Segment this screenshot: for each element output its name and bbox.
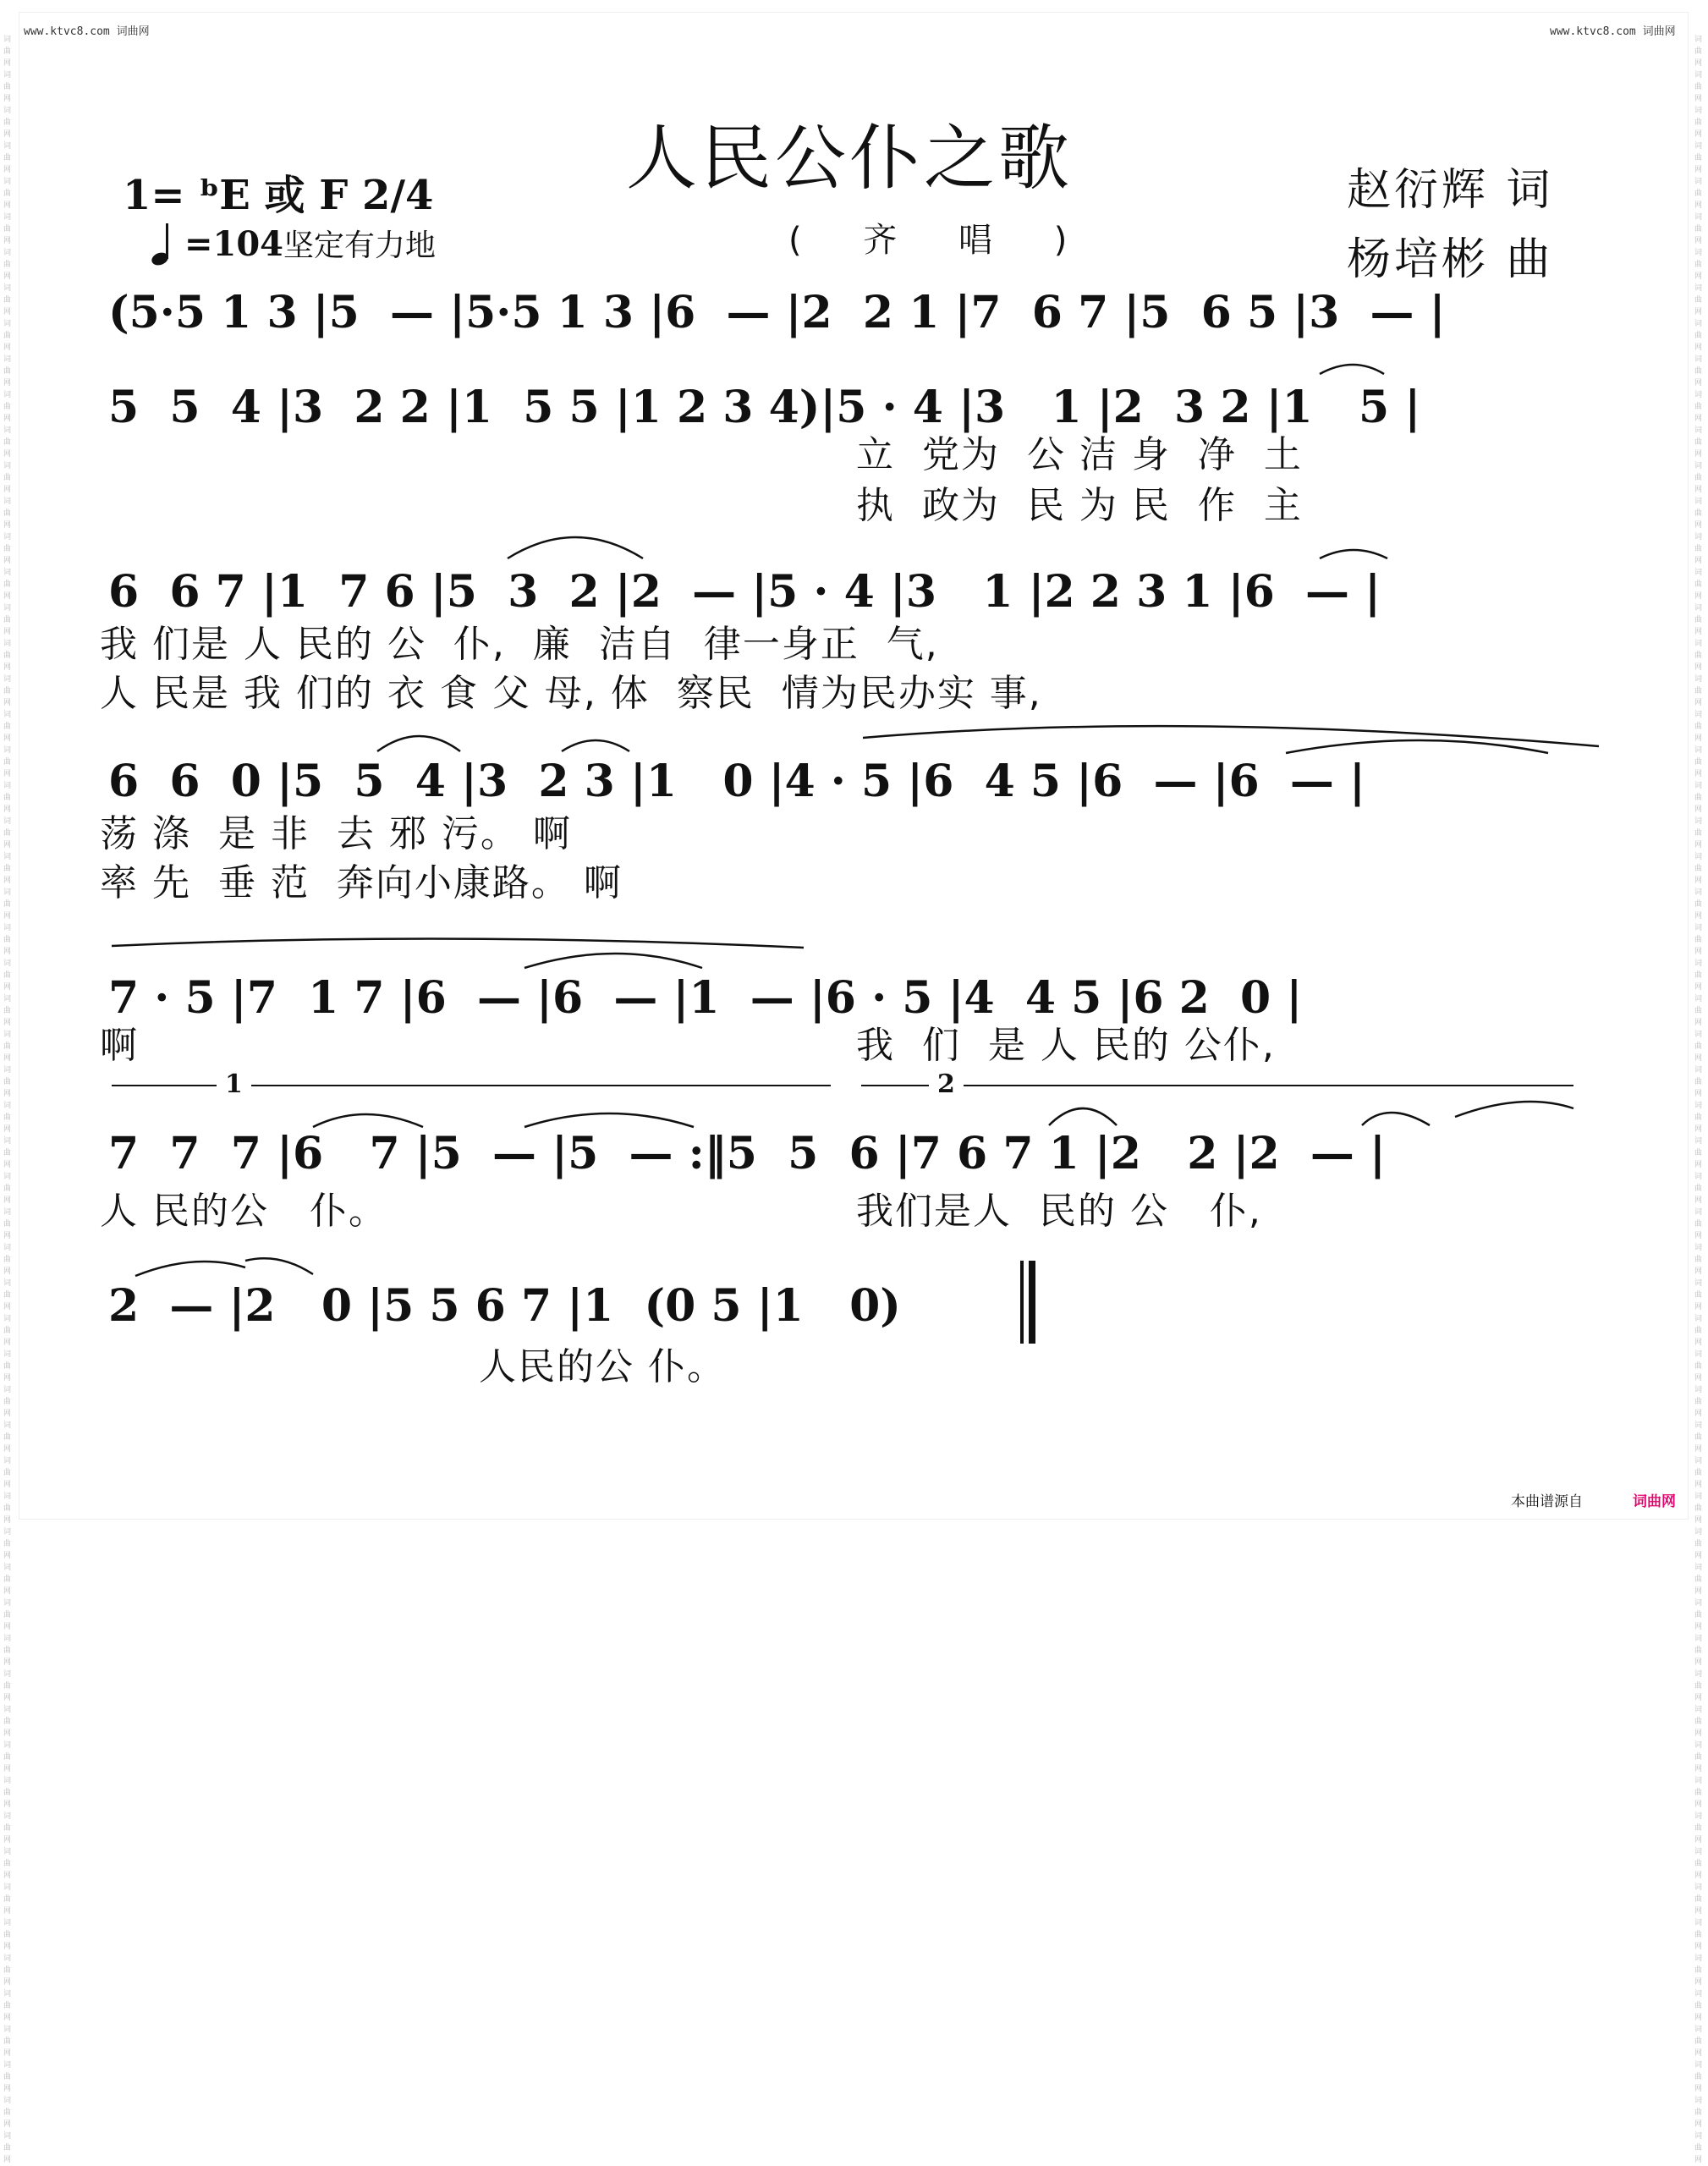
lyric-row-7: 啊 <box>100 1024 139 1067</box>
music-row-6: 7 7 7 |6 7 |5 — |5 — :‖5 5 6 |7 6 7 1 |2 2 |2 — | <box>108 1128 1386 1179</box>
side-watermark-left: 词曲网词曲网词曲网词曲网词曲网词曲网词曲网词曲网词曲网词曲网词曲网词曲网词曲网词曲网词曲网词曲网词曲网词曲网词曲网词曲网词曲网词曲网词曲网词曲网词曲网词曲网词曲网词曲网词曲网词曲网词曲网词曲网词曲网词曲网词曲网词曲网词曲网词曲网词曲网词曲网词曲网词曲网词曲网词曲网词曲网词曲网词曲网词曲网词曲网词曲网词曲网词曲网词曲网词曲网词曲网词曲网词曲网词曲网词曲网词曲网 <box>3 36 12 2164</box>
lyric-row-5: 荡 涤 是 非 去 邪 污。 啊 <box>100 812 572 855</box>
music-row-1: (5·5 1 3 |5 — |5·5 1 3 |6 — |2 2 1 |7 6 7 |5 6 5 |3 — | <box>108 287 1446 338</box>
footer-source: 本曲谱源自 <box>1511 1493 1583 1510</box>
tempo-marking <box>184 222 436 265</box>
volta-number-1: 1 <box>217 1069 251 1099</box>
tempo-value: =104 <box>184 224 284 264</box>
music-row-3: 6 6 7 |1 7 6 |5 3 2 |2 — |5 · 4 |3 1 |2 2 3 1 |6 — | <box>108 566 1381 618</box>
lyricist-credit: 赵衍辉 词 <box>1347 165 1554 216</box>
watermark-left[interactable]: www.ktvc8.com 词曲网 <box>24 25 150 38</box>
lyric-row-4: 人 民是 我 们的 衣 食 父 母, 体 察民 情为民办实 事, <box>100 672 1042 715</box>
composer-credit: 杨培彬 曲 <box>1347 234 1554 285</box>
song-title: 人民公仆之歌 <box>626 117 1074 200</box>
lyric-row-6: 率 先 垂 范 奔向小康路。 啊 <box>100 861 623 904</box>
song-subtitle: ( 齐 唱 ) <box>788 221 1093 260</box>
lyric-row-9: 人 民的公 仆。 <box>100 1190 387 1233</box>
lyric-row-11: 人民的公 仆。 <box>479 1345 726 1388</box>
volta-number-2: 2 <box>929 1069 964 1099</box>
lyric-row-2: 执 政为 民 为 民 作 主 <box>856 484 1303 527</box>
footer-brand-link[interactable]: 词曲网 <box>1633 1493 1676 1510</box>
lyric-row-1: 立 党为 公 洁 身 净 土 <box>856 433 1303 476</box>
music-row-4: 6 6 0 |5 5 4 |3 2 3 |1 0 |4 · 5 |6 4 5 |6 — |6 — | <box>108 756 1365 807</box>
tempo-text: 坚定有力地 <box>283 228 437 263</box>
lyric-row-10: 我们是人 民的 公 仆, <box>856 1190 1262 1233</box>
music-row-5: 7 · 5 |7 1 7 |6 — |6 — |1 — |6 · 5 |4 4 5 |6 2 0 | <box>108 972 1303 1024</box>
music-row-2: 5 5 4 |3 2 2 |1 5 5 |1 2 3 4)|5 · 4 |3 1 |2 3 2 |1 5 | <box>108 382 1421 433</box>
lyric-row-3: 我 们是 人 民的 公 仆, 廉 洁自 律一身正 气, <box>100 623 939 666</box>
watermark-right[interactable]: www.ktvc8.com 词曲网 <box>1550 25 1676 38</box>
volta-bracket-2 <box>861 1085 1573 1086</box>
final-barline <box>1020 1261 1035 1344</box>
side-watermark-right: 词曲网词曲网词曲网词曲网词曲网词曲网词曲网词曲网词曲网词曲网词曲网词曲网词曲网词曲网词曲网词曲网词曲网词曲网词曲网词曲网词曲网词曲网词曲网词曲网词曲网词曲网词曲网词曲网词曲网词曲网词曲网词曲网词曲网词曲网词曲网词曲网词曲网词曲网词曲网词曲网词曲网词曲网词曲网词曲网词曲网词曲网词曲网词曲网词曲网词曲网词曲网词曲网词曲网词曲网词曲网词曲网词曲网词曲网词曲网词曲网 <box>1694 36 1703 2164</box>
key-signature: 1= ᵇE 或 F 2/4 <box>123 172 434 219</box>
quarter-note-icon <box>151 222 176 266</box>
lyric-row-8: 我 们 是 人 民的 公仆, <box>856 1024 1276 1067</box>
music-row-7: 2 — |2 0 |5 5 6 7 |1 (0 5 |1 0) <box>108 1280 901 1332</box>
